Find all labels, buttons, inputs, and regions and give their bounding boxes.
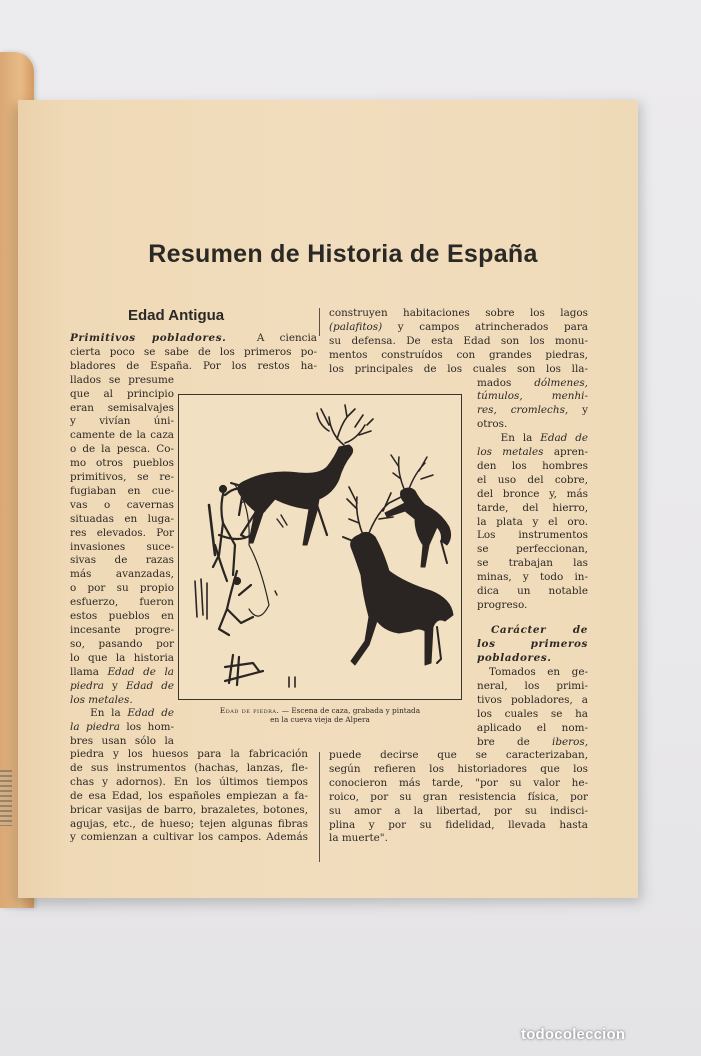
text-line: roico, por su gran resistencia física, por	[329, 790, 588, 803]
section-heading: Edad Antigua	[128, 307, 225, 324]
text-line: lo que la historia	[70, 651, 174, 664]
text-line: su amor a la libertad, por su indisci-	[329, 804, 588, 817]
subheading-caracter: Carácter de los primeros pobladores.	[477, 624, 588, 664]
cover-scraps	[0, 770, 12, 826]
text-line: la plata y el oro.	[477, 515, 588, 528]
text-line: agujas, etc., de hueso; tejen algunas fibras	[70, 817, 308, 830]
text-line: conocieron más tarde, "por su valor he-	[329, 776, 588, 789]
text-line: plina y por su fidelidad, llevada hasta	[329, 818, 588, 831]
text-line: bres usan sólo la	[70, 735, 174, 748]
text-line: chas y adornos). En los últimos tiempos	[70, 775, 308, 788]
text-line: se trabajan las	[477, 557, 588, 570]
text-line: minas, y todo in-	[477, 571, 588, 584]
text-line: En la Edad de	[90, 707, 174, 720]
text-line: dica un notable	[477, 585, 588, 598]
text-line: estos pueblos en	[70, 610, 174, 623]
text-line: bricar vasijas de barro, brazaletes, botones,	[70, 803, 308, 816]
text-line: construyen habitaciones sobre los lagos	[329, 307, 588, 319]
left-column-bottom	[70, 748, 308, 845]
text-line: (palafitos) y campos atrincherados para	[329, 320, 588, 333]
text-line: bre de iberos,	[477, 735, 588, 748]
text-line: piedra y los huesos para la fabricación	[70, 748, 308, 760]
text-line: piedra y Edad de	[70, 679, 175, 692]
left-column-top	[70, 332, 317, 374]
text-line: los cuales se ha	[477, 707, 588, 720]
text-line: situadas en luga-	[70, 512, 174, 525]
text-line: primitivos, se re-	[70, 471, 174, 484]
text-line: de sus instrumentos (hachas, lanzas, fle-	[70, 761, 308, 774]
watermark: todocoleccion	[521, 1026, 626, 1043]
book-page	[18, 100, 638, 898]
text-line: progreso.	[477, 599, 528, 611]
text-line: res elevados. Por	[70, 526, 174, 539]
text-line: A ciencia	[256, 332, 317, 344]
text-line: bladores de España. Por los restos ha-	[70, 359, 317, 372]
text-line: vas o cavernas	[70, 498, 174, 511]
text-line: que al principio	[70, 387, 174, 400]
text-line: res, cromlechs, y	[477, 404, 588, 417]
right-column-narrow2	[477, 666, 588, 749]
text-line: Los instrumentos	[477, 529, 588, 542]
text-line: llama Edad de la	[70, 665, 174, 678]
text-line: sivas de razas	[70, 554, 174, 567]
text-line: so, pasando por	[70, 637, 174, 650]
text-line: la piedra los hom-	[70, 721, 174, 734]
text-line: En la Edad de	[500, 432, 588, 445]
text-line: cierta poco se sabe de los primeros po-	[70, 345, 317, 358]
text-line: fugiaban en cue-	[70, 484, 174, 497]
text-line: aplicado el nom-	[477, 721, 588, 734]
column-divider	[319, 308, 320, 336]
text-line: su defensa. De esta Edad son los monu-	[329, 334, 588, 347]
right-column-narrow	[477, 377, 588, 613]
text-line: la muerte".	[329, 832, 388, 845]
text-line: mo otros pueblos	[70, 457, 174, 470]
text-line: invasiones suce-	[70, 540, 174, 553]
text-line: o por su propio	[70, 582, 174, 595]
text-line: mentos construídos con grandes piedras,	[329, 348, 588, 361]
text-line: de esa Edad, los españoles empiezan a fa-	[70, 789, 308, 802]
caption-lead: Edad de piedra.	[219, 706, 280, 715]
subheading-primitivos: Primitivos pobladores.	[70, 332, 227, 344]
caption-text: — Escena de caza, grabada y pintada	[281, 706, 421, 715]
text-line: tarde, del hierro,	[477, 501, 588, 514]
figure-caption	[178, 706, 462, 724]
text-line: eran semisalvajes	[70, 401, 174, 414]
deer-figure	[231, 405, 373, 545]
right-column-top	[329, 307, 588, 377]
deer-figure	[385, 455, 451, 567]
text-line: el uso del cobre,	[477, 473, 588, 486]
text-line: más avanzadas,	[70, 568, 174, 581]
text-line: se perfeccionan,	[477, 543, 588, 556]
text-line: den los hombres	[477, 459, 588, 472]
text-line: mados dólmenes,	[477, 376, 588, 389]
cave-painting-figure	[178, 394, 462, 700]
left-column-narrow	[70, 374, 174, 749]
text-line: tivos pobladores, a	[477, 693, 588, 706]
column-divider	[319, 752, 320, 862]
text-line: los metales apren-	[477, 446, 588, 459]
hunter-figure	[195, 486, 295, 687]
text-line: neral, los primi-	[477, 679, 588, 692]
text-line: según refieren los historiadores que los	[329, 762, 588, 775]
text-line: o de la pesca. Co-	[70, 443, 174, 456]
text-line: otros.	[477, 418, 508, 431]
text-line: esfuerzo, fueron	[70, 596, 174, 609]
text-line: Tomados en ge-	[489, 666, 588, 678]
text-line: camente de la caza	[70, 429, 174, 442]
caption-text: en la cueva vieja de Alpera	[270, 715, 370, 724]
text-line: túmulos, menhi-	[477, 390, 588, 403]
text-line: los metales.	[70, 693, 133, 706]
cave-painting-illustration	[179, 395, 461, 699]
text-line: llados se presume	[70, 373, 174, 386]
text-line: incesante progre-	[70, 624, 174, 636]
text-line: y vivían úni-	[70, 415, 174, 428]
page-title: Resumen de Historia de España	[148, 240, 538, 268]
text-line: puede decirse que se caracterizaban,	[329, 749, 588, 761]
text-line: los principales de los cuales son los lla-	[329, 362, 588, 375]
right-column-bottom	[329, 749, 588, 846]
text-line: y comienzan a cultivar los campos. Además	[70, 831, 308, 844]
text-line: del bronce y, más	[477, 487, 588, 500]
